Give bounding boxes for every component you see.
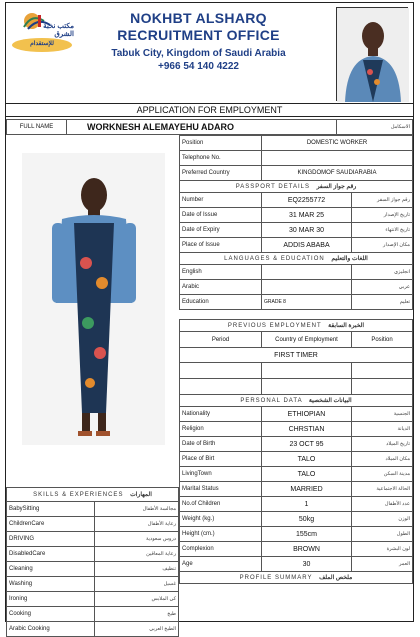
employment-empty-cell — [262, 379, 352, 395]
weight-ar: الوزن — [352, 512, 413, 527]
height-ar: الطول — [352, 527, 413, 542]
passport-title: PASSPORT DETAILS — [235, 184, 310, 190]
employment-table — [179, 319, 413, 584]
skill-cleaning-ar: تنظيف — [95, 562, 179, 577]
place-of-birth-label: Place of Birt — [180, 452, 262, 467]
marital-status-ar: الحالة الاجتماعية — [352, 482, 413, 497]
skill-driving-label: DRIVING — [7, 532, 95, 547]
languages-section-title — [180, 253, 413, 265]
passport-number-value: EQ2255772 — [262, 193, 352, 208]
skill-cooking-label: Cooking — [7, 607, 95, 622]
full-name-value: WORKNESH ALEMAYEHU ADARO — [67, 120, 337, 135]
profile-summary-title: PROFILE SUMMARY — [239, 575, 313, 581]
passport-section-title — [180, 181, 413, 193]
date-of-birth-ar: تاريخ الميلاد — [352, 437, 413, 452]
personal-title-ar: البيانات الشخصية — [308, 398, 352, 404]
full-name-table — [6, 119, 413, 135]
employment-empty-cell — [352, 379, 413, 395]
skills-section-title — [7, 488, 179, 502]
languages-title-ar: اللغات والتعليم — [331, 256, 368, 262]
place-of-birth-ar: مكان الميلاد — [352, 452, 413, 467]
marital-status-value: MARRIED — [262, 482, 352, 497]
employment-empty-cell — [180, 363, 262, 379]
education-value: GRADE 8 — [262, 295, 352, 310]
skill-arabic-cooking-ar: الطبخ العربي — [95, 622, 179, 637]
marital-status-label: Marital Status — [180, 482, 262, 497]
arabic-ar: عربي — [352, 280, 413, 295]
date-of-birth-value: 23 OCT 95 — [262, 437, 352, 452]
application-title: APPLICATION FOR EMPLOYMENT — [6, 103, 413, 117]
nationality-ar: الجنسية — [352, 407, 413, 422]
position-label: Position — [180, 136, 262, 151]
place-of-birth-value: TALO — [262, 452, 352, 467]
living-town-value: TALO — [262, 467, 352, 482]
skill-ironing-ar: كي الملابس — [95, 592, 179, 607]
english-ar: انجليزي — [352, 265, 413, 280]
skill-cooking-ar: طبخ — [95, 607, 179, 622]
skill-washing-label: Washing — [7, 577, 95, 592]
full-name-ar: الاسكامل — [337, 120, 413, 135]
position-value: DOMESTIC WORKER — [262, 136, 413, 151]
arabic-label: Arabic — [180, 280, 262, 295]
place-of-issue-ar: مكان الإصدار — [352, 238, 413, 253]
date-of-expiry-value: 30 MAR 30 — [262, 223, 352, 238]
skills-title-ar: المهارات — [130, 492, 152, 498]
position-header: Position — [352, 332, 413, 348]
first-timer: FIRST TIMER — [180, 348, 413, 363]
complexion-value: BROWN — [262, 542, 352, 557]
skill-arabic-cooking-label: Arabic Cooking — [7, 622, 95, 637]
employment-empty-cell — [180, 379, 262, 395]
employment-section-title — [180, 320, 413, 332]
date-of-expiry-label: Date of Expiry — [180, 223, 262, 238]
skills-title: SKILLS & EXPERIENCES — [33, 492, 124, 498]
religion-label: Religion — [180, 422, 262, 437]
nationality-label: Nationality — [180, 407, 262, 422]
profile-summary-section-title — [180, 572, 413, 584]
children-label: No.of Children — [180, 497, 262, 512]
country-header: Country of Employment — [262, 332, 352, 348]
living-town-label: LivingTown — [180, 467, 262, 482]
arabic-value — [262, 280, 352, 295]
personal-section-title — [180, 395, 413, 407]
weight-value: 50kg — [262, 512, 352, 527]
place-of-issue-label: Place of Issue — [180, 238, 262, 253]
skill-childrencare-label: ChildrenCare — [7, 517, 95, 532]
passport-number-label: Number — [180, 193, 262, 208]
english-value — [262, 265, 352, 280]
date-of-issue-label: Date of Issue — [180, 208, 262, 223]
education-ar: تعليم — [352, 295, 413, 310]
nationality-value: ETHIOPIAN — [262, 407, 352, 422]
english-label: English — [180, 265, 262, 280]
complexion-ar: لون البشرة — [352, 542, 413, 557]
personal-title: PERSONAL DATA — [240, 398, 303, 404]
education-label: Education — [180, 295, 262, 310]
details-table — [179, 135, 413, 310]
employment-title-ar: الخبرة السابقة — [328, 323, 365, 329]
complexion-label: Complexion — [180, 542, 262, 557]
height-value: 155cm — [262, 527, 352, 542]
preferred-country-label: Preferred Country — [180, 166, 262, 181]
preferred-country-value: KINGDOMOF SAUDIARABIA — [262, 166, 413, 181]
date-of-issue-ar: تاريخ الإصدار — [352, 208, 413, 223]
agency-logo — [10, 9, 74, 53]
date-of-expiry-ar: تاريخ الانتهاء — [352, 223, 413, 238]
age-value: 30 — [262, 557, 352, 572]
agency-name-line2: RECRUITMENT OFFICE — [117, 27, 280, 43]
application-sheet — [5, 2, 414, 632]
skill-driving-ar: دروس سعودية — [95, 532, 179, 547]
logo-text-ar-1: مكتب نخبة الشرق — [43, 23, 74, 38]
languages-title: LANGUAGES & EDUCATION — [224, 256, 325, 262]
agency-city: Tabuk City, Kingdom of Saudi Arabia — [111, 48, 286, 59]
logo-text-ar-2: للإستقدام — [30, 41, 54, 47]
agency-name-line1: NOKHBT ALSHARQ — [130, 10, 267, 26]
religion-value: CHRSTIAN — [262, 422, 352, 437]
agency-name — [76, 10, 321, 44]
skill-babysitting-ar: مجالسة الأطفال — [95, 502, 179, 517]
skill-washing-ar: غسيل — [95, 577, 179, 592]
weight-label: Weight (kg.) — [180, 512, 262, 527]
skills-table — [6, 487, 179, 637]
children-value: 1 — [262, 497, 352, 512]
agency-contact — [76, 47, 321, 73]
skill-babysitting-label: BabySitting — [7, 502, 95, 517]
profile-summary-title-ar: ملخص الملف — [319, 575, 353, 581]
employment-title: PREVIOUS EMPLOYMENT — [227, 323, 322, 329]
employment-empty-cell — [352, 363, 413, 379]
children-ar: عدد الأطفال — [352, 497, 413, 512]
religion-ar: الديانة — [352, 422, 413, 437]
living-town-ar: مدينة السكن — [352, 467, 413, 482]
skill-cleaning-label: Cleaning — [7, 562, 95, 577]
age-ar: العمر — [352, 557, 413, 572]
passport-number-ar: رقم جواز السفر — [352, 193, 413, 208]
height-label: Height (cm.) — [180, 527, 262, 542]
date-of-issue-value: 31 MAR 25 — [262, 208, 352, 223]
employment-empty-cell — [262, 363, 352, 379]
place-of-issue-value: ADDIS ABABA — [262, 238, 352, 253]
skill-ironing-label: Ironing — [7, 592, 95, 607]
candidate-full-photo — [22, 153, 165, 445]
candidate-portrait-photo — [336, 7, 408, 101]
agency-phone: +966 54 140 4222 — [158, 61, 239, 72]
full-name-label: FULL NAME — [7, 120, 67, 135]
telephone-label: Telephone No. — [180, 151, 262, 166]
passport-title-ar: رقم جواز السفر — [316, 184, 357, 190]
telephone-value — [262, 151, 413, 166]
age-label: Age — [180, 557, 262, 572]
skill-disabledcare-ar: رعاية المعاقين — [95, 547, 179, 562]
skill-disabledcare-label: DisabledCare — [7, 547, 95, 562]
date-of-birth-label: Date of Birth — [180, 437, 262, 452]
skill-childrencare-ar: رعاية الأطفال — [95, 517, 179, 532]
period-header: Period — [180, 332, 262, 348]
